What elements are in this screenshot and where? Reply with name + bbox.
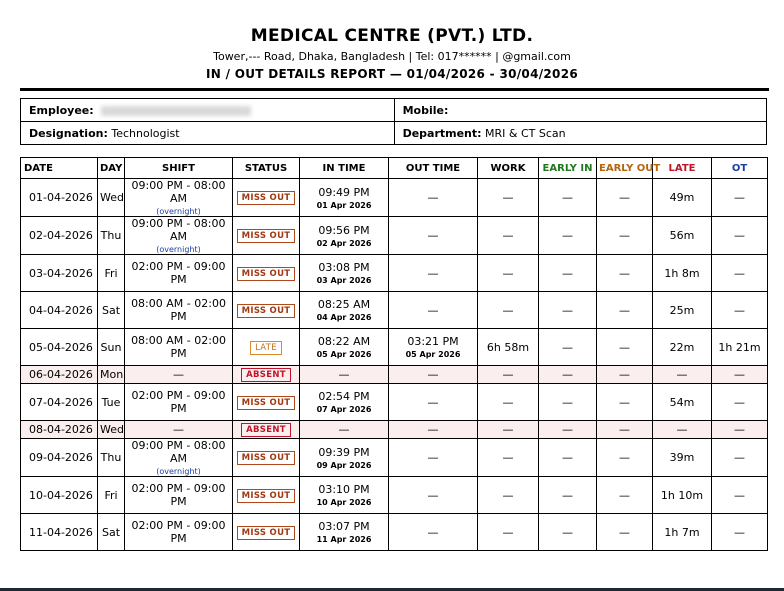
- status-cell: [233, 477, 300, 514]
- in-date: 11 Apr 2026: [316, 535, 372, 544]
- in-time-cell: [300, 477, 389, 514]
- shift-time: 09:00 PM - 08:00 AM: [131, 439, 226, 465]
- shift-cell: [125, 366, 233, 384]
- work-cell: —: [478, 477, 539, 514]
- work-cell: —: [478, 179, 539, 217]
- mobile-label: Mobile:: [402, 103, 449, 117]
- ot-cell: —: [712, 439, 768, 477]
- shift-time: 02:00 PM - 09:00 PM: [131, 389, 226, 415]
- table-row: [21, 514, 768, 551]
- col-shift: SHIFT: [125, 158, 233, 179]
- in-time: 03:07 PM: [318, 520, 370, 533]
- table-row: [21, 329, 768, 366]
- shift-time: 09:00 PM - 08:00 AM: [131, 179, 226, 205]
- out-time-cell: [389, 179, 478, 217]
- out-time-cell: [389, 255, 478, 292]
- company-address: Tower,--- Road, Dhaka, Bangladesh | Tel: 017****** | @gmail.com: [213, 50, 571, 63]
- ot-cell: 1h 21m: [712, 329, 768, 366]
- shift-cell: [125, 329, 233, 366]
- date-cell: 10-04-2026: [21, 477, 98, 514]
- col-in-time: IN TIME: [300, 158, 389, 179]
- out-time: —: [427, 368, 439, 381]
- status-badge: ABSENT: [241, 368, 291, 382]
- overnight-note: (overnight): [156, 467, 201, 476]
- out-time: —: [427, 451, 439, 464]
- attendance-table: [20, 157, 768, 551]
- designation-label: Designation:: [29, 126, 108, 140]
- col-early-out: EARLY OUT: [597, 158, 653, 179]
- out-time-cell: [389, 439, 478, 477]
- in-time: 02:54 PM: [318, 390, 370, 403]
- in-date: 07 Apr 2026: [316, 405, 372, 414]
- ot-cell: —: [712, 366, 768, 384]
- mobile-cell: [394, 99, 766, 122]
- status-badge: MISS OUT: [237, 191, 296, 205]
- status-badge: MISS OUT: [237, 229, 296, 243]
- header-divider: [20, 88, 769, 91]
- shift-time: 08:00 AM - 02:00 PM: [131, 297, 226, 323]
- col-ot: OT: [712, 158, 768, 179]
- work-cell: —: [478, 255, 539, 292]
- day-cell: Fri: [98, 255, 125, 292]
- out-time: —: [427, 395, 439, 409]
- shift-cell: [125, 477, 233, 514]
- in-time: 09:56 PM: [318, 223, 370, 237]
- status-cell: [233, 329, 300, 366]
- early-in-cell: —: [539, 366, 597, 384]
- early-out-cell: —: [597, 179, 653, 217]
- out-time-cell: [389, 384, 478, 421]
- status-badge: LATE: [250, 341, 282, 355]
- ot-cell: —: [712, 217, 768, 255]
- table-row: [21, 255, 768, 292]
- in-time-cell: [300, 179, 389, 217]
- early-out-cell: —: [597, 217, 653, 255]
- col-late: LATE: [653, 158, 712, 179]
- table-row: [21, 217, 768, 255]
- work-cell: —: [478, 292, 539, 329]
- table-row: [21, 366, 768, 384]
- in-time-cell: [300, 514, 389, 551]
- late-cell: 22m: [653, 329, 712, 366]
- in-time: 09:39 PM: [318, 445, 370, 459]
- late-cell: —: [653, 421, 712, 439]
- in-time-cell: [300, 366, 389, 384]
- work-cell: —: [478, 439, 539, 477]
- date-cell: 02-04-2026: [21, 217, 98, 255]
- status-cell: [233, 384, 300, 421]
- day-cell: Tue: [98, 384, 125, 421]
- overnight-note: (overnight): [156, 245, 201, 254]
- early-out-cell: —: [597, 477, 653, 514]
- status-cell: [233, 292, 300, 329]
- late-cell: 54m: [653, 384, 712, 421]
- shift-time: 08:00 AM - 02:00 PM: [131, 334, 226, 360]
- day-cell: Wed: [98, 179, 125, 217]
- employee-cell: [21, 99, 395, 122]
- in-date: 03 Apr 2026: [316, 276, 372, 285]
- work-cell: —: [478, 366, 539, 384]
- shift-cell: [125, 384, 233, 421]
- late-cell: 39m: [653, 439, 712, 477]
- in-time-cell: [300, 439, 389, 477]
- day-cell: Mon: [98, 366, 125, 384]
- late-cell: 49m: [653, 179, 712, 217]
- status-cell: [233, 366, 300, 384]
- early-out-cell: —: [597, 292, 653, 329]
- early-in-cell: —: [539, 179, 597, 217]
- early-out-cell: —: [597, 329, 653, 366]
- day-cell: Thu: [98, 217, 125, 255]
- ot-cell: —: [712, 292, 768, 329]
- in-date: 10 Apr 2026: [316, 498, 372, 507]
- table-row: [21, 292, 768, 329]
- out-time-cell: [389, 329, 478, 366]
- early-in-cell: —: [539, 292, 597, 329]
- out-time: —: [427, 423, 439, 436]
- shift-cell: [125, 421, 233, 439]
- in-time-cell: [300, 255, 389, 292]
- day-cell: Wed: [98, 421, 125, 439]
- overnight-note: (overnight): [156, 207, 201, 216]
- shift-cell: [125, 292, 233, 329]
- employee-name-redacted: [101, 106, 251, 116]
- in-time: —: [338, 368, 350, 381]
- ot-cell: —: [712, 255, 768, 292]
- date-cell: 08-04-2026: [21, 421, 98, 439]
- company-name: MEDICAL CENTRE (PVT.) LTD.: [250, 26, 534, 46]
- status-badge: MISS OUT: [237, 451, 296, 465]
- report-title: IN / OUT DETAILS REPORT — 01/04/2026 - 30/04/2026: [205, 67, 579, 81]
- early-in-cell: —: [539, 217, 597, 255]
- early-in-cell: —: [539, 329, 597, 366]
- employee-info-table: [20, 98, 767, 145]
- department-value: MRI & CT Scan: [485, 126, 566, 140]
- early-out-cell: —: [597, 514, 653, 551]
- early-out-cell: —: [597, 255, 653, 292]
- in-time-cell: [300, 384, 389, 421]
- status-cell: [233, 217, 300, 255]
- out-time: —: [427, 525, 439, 539]
- designation-value: Technologist: [111, 126, 180, 140]
- status-badge: MISS OUT: [237, 526, 296, 540]
- shift-cell: [125, 179, 233, 217]
- out-time: —: [427, 229, 439, 242]
- table-row: [21, 439, 768, 477]
- shift-time: 02:00 PM - 09:00 PM: [131, 260, 226, 286]
- early-in-cell: —: [539, 477, 597, 514]
- date-cell: 03-04-2026: [21, 255, 98, 292]
- employee-label: Employee:: [29, 103, 94, 117]
- date-cell: 06-04-2026: [21, 366, 98, 384]
- day-cell: Sun: [98, 329, 125, 366]
- ot-cell: —: [712, 514, 768, 551]
- out-time: —: [427, 266, 439, 280]
- out-time-cell: [389, 292, 478, 329]
- in-time-cell: [300, 292, 389, 329]
- date-cell: 09-04-2026: [21, 439, 98, 477]
- in-time: 08:22 AM: [317, 335, 371, 348]
- in-date: 09 Apr 2026: [316, 460, 372, 470]
- table-row: [21, 384, 768, 421]
- ot-cell: —: [712, 179, 768, 217]
- status-badge: MISS OUT: [237, 267, 296, 281]
- col-early-in: EARLY IN: [539, 158, 597, 179]
- table-row: [21, 179, 768, 217]
- late-cell: 25m: [653, 292, 712, 329]
- table-header-row: [21, 158, 768, 179]
- in-time-cell: [300, 329, 389, 366]
- date-cell: 04-04-2026: [21, 292, 98, 329]
- in-date: 01 Apr 2026: [316, 200, 372, 210]
- date-cell: 01-04-2026: [21, 179, 98, 217]
- col-status: STATUS: [233, 158, 300, 179]
- shift-time: —: [173, 423, 184, 436]
- early-in-cell: —: [539, 255, 597, 292]
- status-badge: MISS OUT: [237, 304, 296, 318]
- ot-cell: —: [712, 421, 768, 439]
- work-cell: —: [478, 421, 539, 439]
- late-cell: 1h 7m: [653, 514, 712, 551]
- late-cell: 1h 8m: [653, 255, 712, 292]
- late-cell: 1h 10m: [653, 477, 712, 514]
- status-badge: MISS OUT: [237, 396, 296, 410]
- shift-time: 09:00 PM - 08:00 AM: [131, 217, 226, 243]
- early-in-cell: —: [539, 514, 597, 551]
- in-date: 05 Apr 2026: [316, 350, 372, 359]
- shift-time: 02:00 PM - 09:00 PM: [131, 519, 226, 545]
- early-out-cell: —: [597, 421, 653, 439]
- shift-time: 02:00 PM - 09:00 PM: [131, 482, 226, 508]
- col-out-time: OUT TIME: [389, 158, 478, 179]
- day-cell: Fri: [98, 477, 125, 514]
- out-time-cell: [389, 421, 478, 439]
- out-time-cell: [389, 366, 478, 384]
- shift-cell: [125, 514, 233, 551]
- table-row: [21, 477, 768, 514]
- in-time: —: [338, 423, 350, 436]
- out-date: 05 Apr 2026: [405, 350, 461, 359]
- in-time: 08:25 AM: [317, 298, 371, 311]
- out-time: 03:21 PM: [407, 335, 459, 348]
- status-badge: MISS OUT: [237, 489, 296, 503]
- table-body: [21, 179, 768, 551]
- work-cell: —: [478, 217, 539, 255]
- early-out-cell: —: [597, 366, 653, 384]
- status-cell: [233, 439, 300, 477]
- early-in-cell: —: [539, 439, 597, 477]
- col-date: DATE: [21, 158, 98, 179]
- day-cell: Sat: [98, 514, 125, 551]
- in-time-cell: [300, 421, 389, 439]
- status-cell: [233, 255, 300, 292]
- date-cell: 07-04-2026: [21, 384, 98, 421]
- in-time: 03:08 PM: [318, 261, 370, 274]
- in-time: 09:49 PM: [318, 185, 370, 199]
- designation-cell: [21, 122, 395, 145]
- shift-cell: [125, 439, 233, 477]
- date-cell: 11-04-2026: [21, 514, 98, 551]
- late-cell: —: [653, 366, 712, 384]
- early-out-cell: —: [597, 439, 653, 477]
- shift-cell: [125, 217, 233, 255]
- day-cell: Thu: [98, 439, 125, 477]
- out-time: —: [427, 303, 439, 317]
- department-label: Department:: [402, 126, 482, 140]
- out-time-cell: [389, 217, 478, 255]
- in-time: 03:10 PM: [318, 483, 370, 496]
- out-time-cell: [389, 477, 478, 514]
- out-time-cell: [389, 514, 478, 551]
- department-cell: [394, 122, 766, 145]
- work-cell: 6h 58m: [478, 329, 539, 366]
- work-cell: —: [478, 514, 539, 551]
- col-work: WORK: [478, 158, 539, 179]
- work-cell: —: [478, 384, 539, 421]
- in-date: 02 Apr 2026: [316, 238, 372, 248]
- col-day: DAY: [98, 158, 125, 179]
- out-time: —: [427, 191, 439, 204]
- table-row: [21, 421, 768, 439]
- shift-time: —: [173, 368, 184, 381]
- status-badge: ABSENT: [241, 423, 291, 437]
- in-date: 04 Apr 2026: [316, 313, 372, 322]
- early-in-cell: —: [539, 421, 597, 439]
- status-cell: [233, 514, 300, 551]
- out-time: —: [427, 488, 439, 502]
- in-time-cell: [300, 217, 389, 255]
- early-out-cell: —: [597, 384, 653, 421]
- shift-cell: [125, 255, 233, 292]
- date-cell: 05-04-2026: [21, 329, 98, 366]
- ot-cell: —: [712, 384, 768, 421]
- day-cell: Sat: [98, 292, 125, 329]
- early-in-cell: —: [539, 384, 597, 421]
- status-cell: [233, 421, 300, 439]
- late-cell: 56m: [653, 217, 712, 255]
- status-cell: [233, 179, 300, 217]
- ot-cell: —: [712, 477, 768, 514]
